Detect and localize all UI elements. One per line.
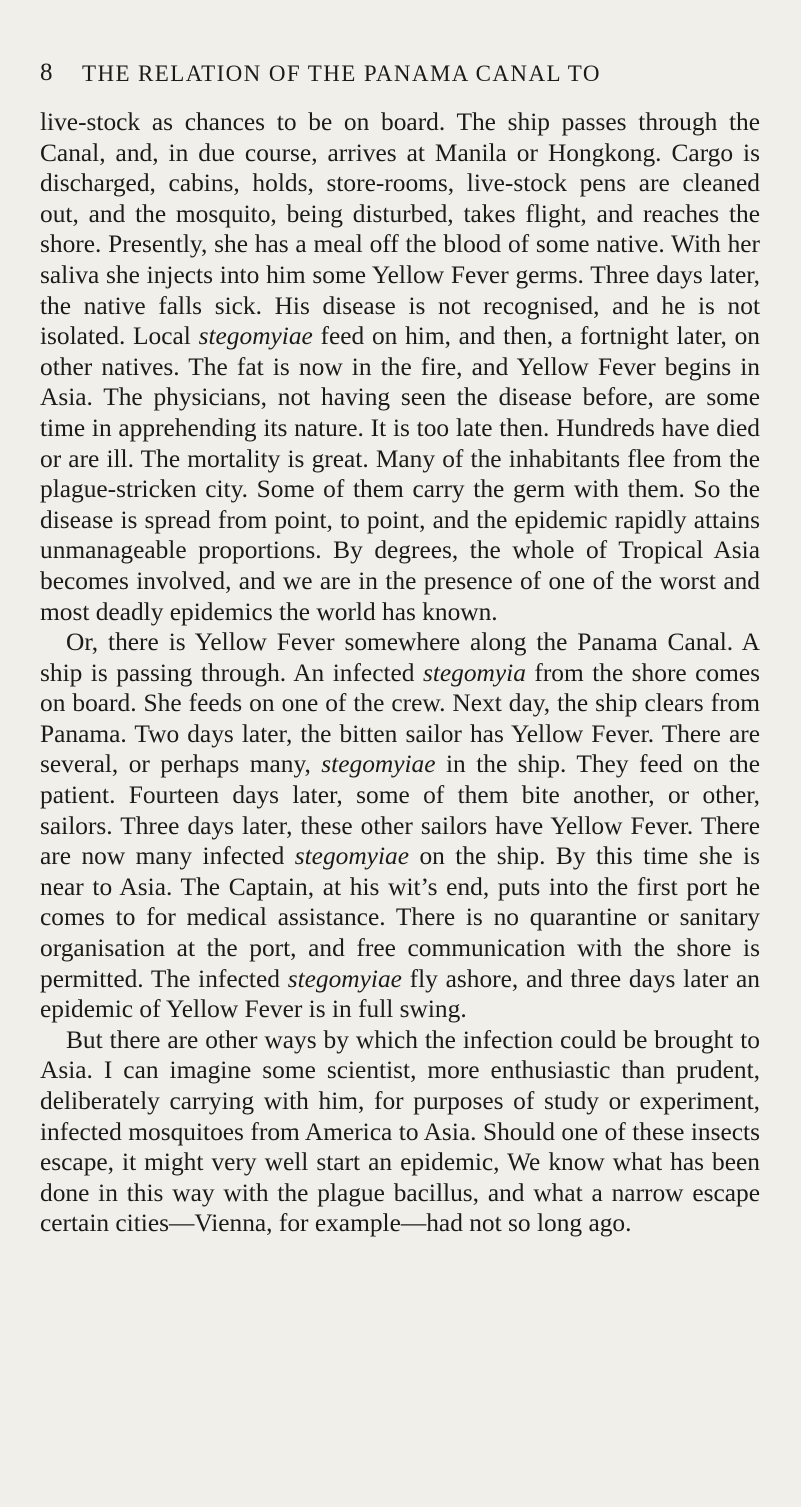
page-number: 8 (40, 59, 53, 86)
text-segment: But there are other ways by which the infection could be brought to Asia. I can imagine some scientist, more enthusiastic than prudent, deliberately carrying with him, for purposes of study or experiment, infected mosquitoes from America to Asia. Should one of these insects escape, it might very well start an epidemic, We know what has been done in this way with the plague bacillus, and what a narrow escape certain cities—Vienna, for example—had not so long ago. (40, 1025, 760, 1238)
text-segment: feed on him, and then, a fortnight later, on other natives. The fat is now in the fire, and Yellow Fever begins in Asia. The physicians, not having seen the disease before, are some time in apprehending its nature. It is too late then. Hundreds have died or are ill. The mortality is great. Many of the inhabitants flee from the plague-stricken city. Some of them carry the germ with them. So the disease is spread from point, to point, and the epidemic rapidly attains unmanageable proportions. By degrees, the whole of Tropical Asia becomes involved, and we are in the presence of one of the worst and most deadly epidemics the world has known. (40, 322, 760, 626)
text-segment: from the shore comes on board. She feeds on one of the crew. Next day, the ship clears from Panama. Two days later, the bitten sailor has Yellow Fever. There are several, or perhaps many, (40, 658, 760, 779)
italic-term: stegomyiae (198, 322, 313, 351)
text-segment: live-stock as chances to be on board. The ship passes through the Canal, and, in due course, arrives at Manila or Hongkong. Cargo is discharged, cabins, holds, store-rooms, live-stock pens are cleaned out, and the mosquito, being disturbed, takes flight, and reaches the shore. Presently, she has a meal off the blood of some native. With her saliva she injects into him some Yellow Fever germs. Three days later, the native falls sick. His disease is not recognised, and he is not isolated. Local (40, 108, 760, 351)
text-segment: fly ashore, and three days later an epidemic of Yellow Fever is in full swing. (40, 964, 760, 1024)
text-segment: in the ship. They feed on the patient. Fourteen days later, some of them bite another, or other, sailors. Three days later, these other sailors have Yellow Fever. There are now many infected (40, 750, 760, 871)
paragraph (40, 1025, 760, 1239)
running-head (40, 58, 760, 88)
paragraph (40, 107, 760, 627)
italic-term: stegomyiae (294, 842, 409, 871)
italic-term: stegomyia (422, 658, 526, 687)
text-segment: Or, there is Yellow Fever somewhere along the Panama Canal. A ship is passing through. An infected (40, 628, 760, 687)
italic-term: stegomyiae (287, 964, 402, 993)
body-text (40, 107, 760, 1239)
running-title: THE RELATION OF THE PANAMA CANAL TO (82, 61, 601, 86)
paragraph (40, 627, 760, 1025)
text-segment: on the ship. By this time she is near to Asia. The Captain, at his wit’s end, puts into the first port he comes to for medical assistance. There is no quarantine or sanitary organisation at the port, and free communication with the shore is permitted. The infected (40, 842, 760, 993)
italic-term: stegomyiae (321, 750, 436, 779)
